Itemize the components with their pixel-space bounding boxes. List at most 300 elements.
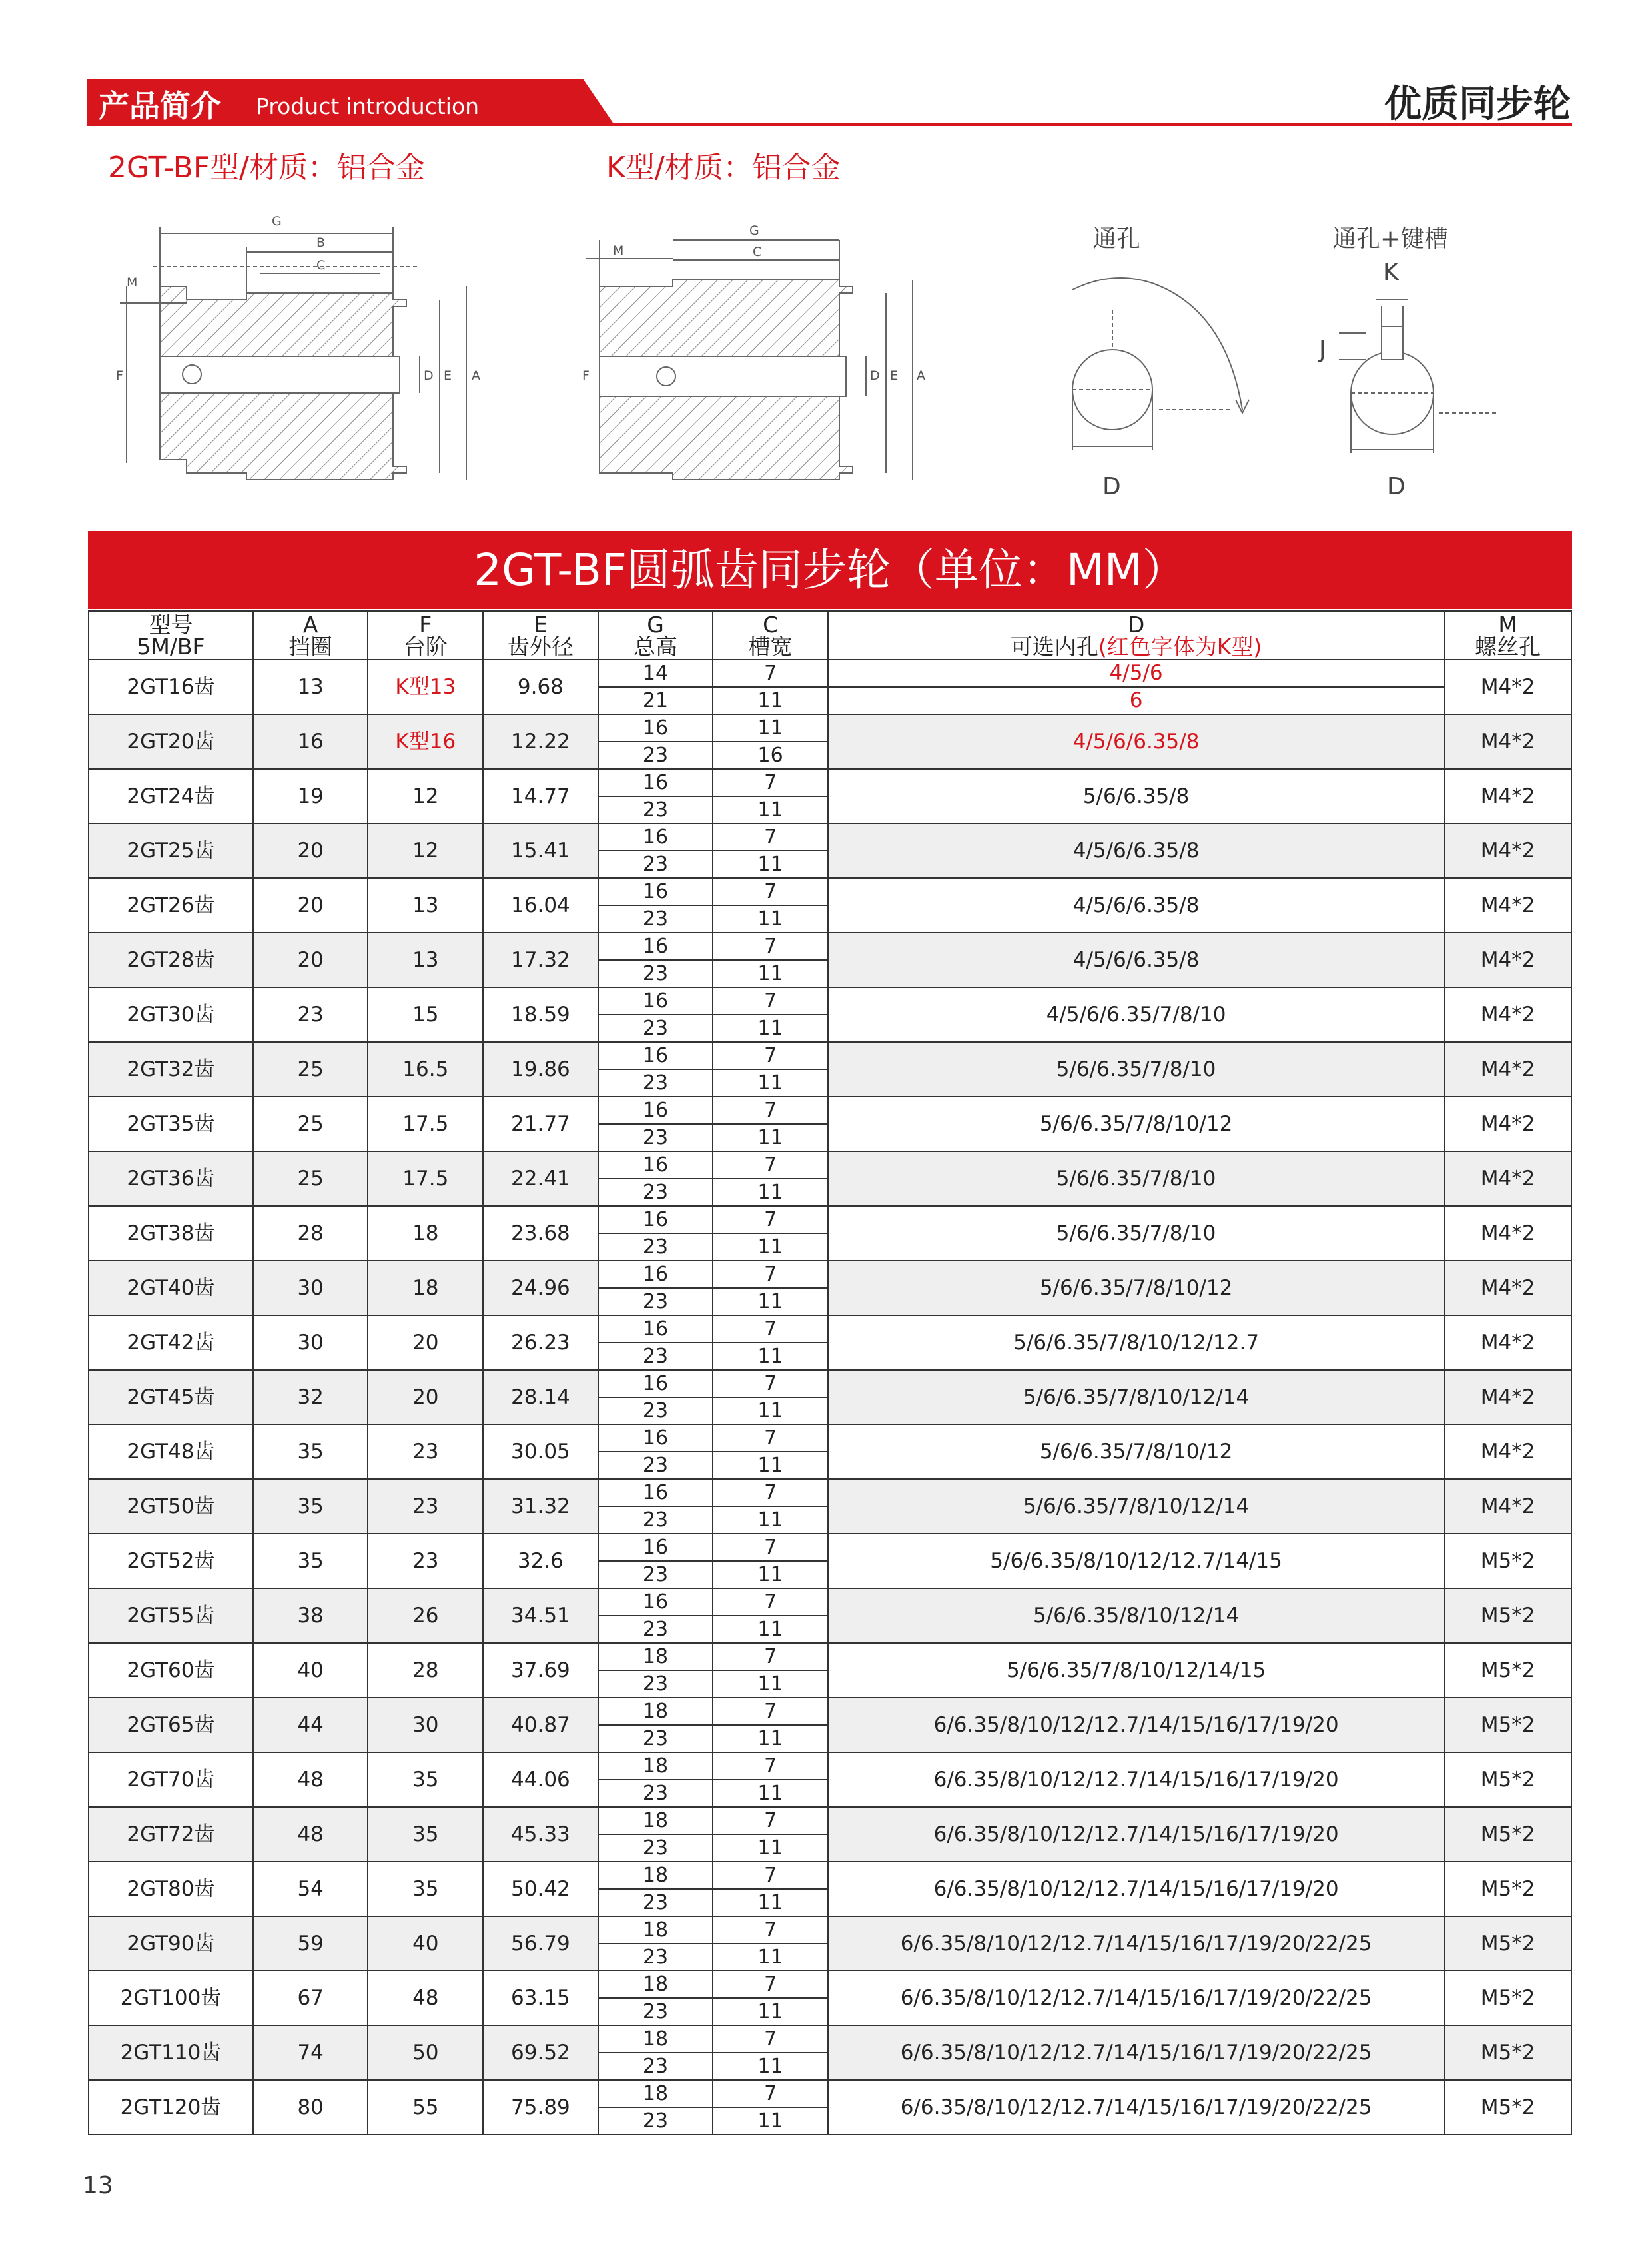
cell-d: 6 — [828, 687, 1444, 714]
spec-table-body — [89, 660, 1571, 2135]
bore-key-dim-d: D — [1387, 473, 1406, 500]
cell-model: 2GT80齿 — [89, 1862, 253, 1916]
cell-a: 23 — [253, 987, 368, 1042]
cell-d: 5/6/6.35/7/8/10/12 — [828, 1261, 1444, 1315]
cell-d: 6/6.35/8/10/12/12.7/14/15/16/17/19/20 — [828, 1698, 1444, 1752]
cell-g: 18 — [598, 2080, 713, 2107]
k-pulley-drawing — [573, 213, 959, 493]
cell-model: 2GT25齿 — [89, 824, 253, 878]
cell-f: 23 — [368, 1424, 483, 1479]
cell-g: 18 — [598, 1698, 713, 1725]
cell-c: 11 — [713, 1725, 828, 1752]
key-dim-j: J — [1319, 336, 1326, 364]
cell-d: 4/5/6 — [828, 660, 1444, 687]
cell-e: 56.79 — [483, 1916, 598, 1971]
cell-f: K型16 — [368, 714, 483, 769]
cell-m: M4*2 — [1444, 660, 1571, 714]
cell-model: 2GT26齿 — [89, 878, 253, 933]
cell-c: 7 — [713, 1916, 828, 1944]
cell-f: 16.5 — [368, 1042, 483, 1097]
cell-c: 7 — [713, 1424, 828, 1452]
cell-e: 30.05 — [483, 1424, 598, 1479]
cell-d: 4/5/6/6.35/8 — [828, 714, 1444, 769]
cell-e: 24.96 — [483, 1261, 598, 1315]
cell-g: 18 — [598, 1752, 713, 1780]
cell-g: 16 — [598, 1042, 713, 1069]
cell-c: 7 — [713, 1752, 828, 1780]
cell-a: 54 — [253, 1862, 368, 1916]
cell-c: 7 — [713, 1206, 828, 1233]
cell-d: 5/6/6.35/7/8/10/12/14 — [828, 1370, 1444, 1424]
cell-g: 23 — [598, 1780, 713, 1807]
cell-f: 18 — [368, 1206, 483, 1261]
cell-f: 40 — [368, 1916, 483, 1971]
cell-a: 35 — [253, 1424, 368, 1479]
key-dim-k: K — [1383, 259, 1399, 286]
cell-e: 31.32 — [483, 1479, 598, 1534]
header-c: C 槽宽 — [713, 611, 828, 660]
table-row — [89, 933, 1571, 960]
cell-a: 16 — [253, 714, 368, 769]
cell-e: 23.68 — [483, 1206, 598, 1261]
cell-e: 26.23 — [483, 1315, 598, 1370]
cell-model: 2GT28齿 — [89, 933, 253, 987]
cell-a: 74 — [253, 2025, 368, 2080]
cell-f: 26 — [368, 1588, 483, 1643]
cell-e: 45.33 — [483, 1807, 598, 1862]
cell-c: 11 — [713, 960, 828, 987]
cell-e: 34.51 — [483, 1588, 598, 1643]
table-row — [89, 1534, 1571, 1561]
cell-c: 11 — [713, 687, 828, 714]
cell-f: 20 — [368, 1315, 483, 1370]
cell-g: 23 — [598, 1015, 713, 1042]
cell-c: 11 — [713, 1834, 828, 1862]
cell-g: 23 — [598, 851, 713, 878]
cell-c: 11 — [713, 1944, 828, 1971]
cell-a: 44 — [253, 1698, 368, 1752]
cell-m: M4*2 — [1444, 1424, 1571, 1479]
cell-a: 25 — [253, 1151, 368, 1206]
bore-through-label: 通孔 — [1092, 225, 1141, 253]
cell-e: 32.6 — [483, 1534, 598, 1588]
table-row — [89, 1643, 1571, 1670]
cell-g: 16 — [598, 824, 713, 851]
cell-g: 23 — [598, 1124, 713, 1151]
cell-g: 16 — [598, 769, 713, 796]
cell-a: 20 — [253, 933, 368, 987]
cell-e: 44.06 — [483, 1752, 598, 1807]
header-rule — [87, 123, 1572, 126]
cell-d: 5/6/6.35/7/8/10/12/12.7 — [828, 1315, 1444, 1370]
cell-f: 23 — [368, 1534, 483, 1588]
page-number: 13 — [83, 2172, 113, 2199]
header-m: M 螺丝孔 — [1444, 611, 1571, 660]
cell-model: 2GT40齿 — [89, 1261, 253, 1315]
cell-d: 6/6.35/8/10/12/12.7/14/15/16/17/19/20/22/25 — [828, 1916, 1444, 1971]
cell-m: M4*2 — [1444, 987, 1571, 1042]
cell-e: 69.52 — [483, 2025, 598, 2080]
cell-g: 16 — [598, 878, 713, 905]
cell-g: 23 — [598, 1452, 713, 1479]
cell-m: M5*2 — [1444, 1643, 1571, 1698]
cell-c: 7 — [713, 1315, 828, 1343]
cell-m: M4*2 — [1444, 878, 1571, 933]
table-row — [89, 987, 1571, 1015]
cell-f: 23 — [368, 1479, 483, 1534]
cell-c: 11 — [713, 1343, 828, 1370]
cell-e: 50.42 — [483, 1862, 598, 1916]
cell-d: 5/6/6.35/7/8/10/12/14 — [828, 1479, 1444, 1534]
cell-c: 7 — [713, 1643, 828, 1670]
cell-d: 5/6/6.35/7/8/10/12 — [828, 1424, 1444, 1479]
cell-c: 11 — [713, 1288, 828, 1315]
cell-c: 11 — [713, 851, 828, 878]
cell-model: 2GT120齿 — [89, 2080, 253, 2135]
cell-g: 23 — [598, 1725, 713, 1752]
cell-e: 63.15 — [483, 1971, 598, 2025]
cell-c: 7 — [713, 1807, 828, 1834]
cell-f: 30 — [368, 1698, 483, 1752]
cell-c: 7 — [713, 769, 828, 796]
table-row — [89, 824, 1571, 851]
cell-c: 7 — [713, 1588, 828, 1616]
cell-m: M5*2 — [1444, 2080, 1571, 2135]
dim-label-a: A — [472, 368, 480, 383]
cell-a: 80 — [253, 2080, 368, 2135]
cell-d: 6/6.35/8/10/12/12.7/14/15/16/17/19/20 — [828, 1862, 1444, 1916]
cell-d: 5/6/6.35/7/8/10 — [828, 1042, 1444, 1097]
cell-g: 23 — [598, 1288, 713, 1315]
cell-g: 23 — [598, 2107, 713, 2135]
cell-c: 7 — [713, 1097, 828, 1124]
cell-model: 2GT36齿 — [89, 1151, 253, 1206]
table-row — [89, 1916, 1571, 1944]
cell-c: 11 — [713, 1616, 828, 1643]
cell-c: 7 — [713, 824, 828, 851]
cell-c: 11 — [713, 1015, 828, 1042]
cell-g: 16 — [598, 1151, 713, 1179]
cell-f: 35 — [368, 1752, 483, 1807]
cell-d: 4/5/6/6.35/7/8/10 — [828, 987, 1444, 1042]
cell-a: 25 — [253, 1097, 368, 1151]
cell-m: M5*2 — [1444, 1807, 1571, 1862]
bore-dim-d: D — [1102, 473, 1121, 500]
table-row — [89, 1151, 1571, 1179]
cell-g: 23 — [598, 960, 713, 987]
header-e: E 齿外径 — [483, 611, 598, 660]
page-heading: 优质同步轮 — [1384, 83, 1571, 126]
cell-c: 7 — [713, 1479, 828, 1506]
cell-g: 23 — [598, 1834, 713, 1862]
cell-e: 14.77 — [483, 769, 598, 824]
cell-f: 12 — [368, 769, 483, 824]
cell-a: 59 — [253, 1916, 368, 1971]
cell-f: 15 — [368, 987, 483, 1042]
header-f: F 台阶 — [368, 611, 483, 660]
cell-m: M5*2 — [1444, 1752, 1571, 1807]
cell-g: 23 — [598, 1397, 713, 1424]
cell-g: 23 — [598, 1670, 713, 1698]
cell-c: 7 — [713, 1370, 828, 1397]
cell-model: 2GT24齿 — [89, 769, 253, 824]
cell-m: M4*2 — [1444, 1097, 1571, 1151]
cell-c: 11 — [713, 1233, 828, 1261]
dim-label-m: M — [613, 243, 624, 258]
cell-g: 23 — [598, 796, 713, 824]
cell-m: M4*2 — [1444, 769, 1571, 824]
table-row — [89, 1698, 1571, 1725]
cell-f: 28 — [368, 1643, 483, 1698]
cell-m: M4*2 — [1444, 1261, 1571, 1315]
cell-m: M5*2 — [1444, 1971, 1571, 2025]
cell-g: 23 — [598, 1506, 713, 1534]
cell-model: 2GT32齿 — [89, 1042, 253, 1097]
cell-d: 6/6.35/8/10/12/12.7/14/15/16/17/19/20 — [828, 1752, 1444, 1807]
cell-m: M4*2 — [1444, 1206, 1571, 1261]
cell-model: 2GT90齿 — [89, 1916, 253, 1971]
cell-g: 16 — [598, 987, 713, 1015]
cell-g: 23 — [598, 742, 713, 769]
cell-f: 17.5 — [368, 1097, 483, 1151]
cell-c: 16 — [713, 742, 828, 769]
cell-d: 4/5/6/6.35/8 — [828, 933, 1444, 987]
cell-d: 4/5/6/6.35/8 — [828, 878, 1444, 933]
cell-a: 28 — [253, 1206, 368, 1261]
cell-c: 11 — [713, 1780, 828, 1807]
cell-e: 21.77 — [483, 1097, 598, 1151]
cell-g: 14 — [598, 660, 713, 687]
cell-c: 11 — [713, 1397, 828, 1424]
cell-g: 23 — [598, 2053, 713, 2080]
cell-model: 2GT110齿 — [89, 2025, 253, 2080]
cell-c: 7 — [713, 1534, 828, 1561]
cell-m: M4*2 — [1444, 824, 1571, 878]
cell-c: 11 — [713, 1452, 828, 1479]
bore-key-drawing — [1339, 286, 1512, 473]
cell-f: 13 — [368, 878, 483, 933]
cell-d: 4/5/6/6.35/8 — [828, 824, 1444, 878]
cell-e: 40.87 — [483, 1698, 598, 1752]
cell-model: 2GT45齿 — [89, 1370, 253, 1424]
cell-g: 16 — [598, 1315, 713, 1343]
cell-m: M4*2 — [1444, 1151, 1571, 1206]
dim-label-d: D — [424, 368, 434, 383]
table-row — [89, 1206, 1571, 1233]
table-row — [89, 1752, 1571, 1780]
cell-d: 6/6.35/8/10/12/12.7/14/15/16/17/19/20 — [828, 1807, 1444, 1862]
cell-g: 23 — [598, 1944, 713, 1971]
table-row — [89, 2025, 1571, 2053]
cell-m: M4*2 — [1444, 933, 1571, 987]
dim-label-f: F — [582, 368, 590, 383]
cell-g: 18 — [598, 1971, 713, 1998]
dim-label-c: C — [753, 245, 762, 259]
cell-f: K型13 — [368, 660, 483, 714]
cell-g: 23 — [598, 1998, 713, 2025]
cell-d: 5/6/6.35/8 — [828, 769, 1444, 824]
cell-g: 18 — [598, 1807, 713, 1834]
cell-model: 2GT20齿 — [89, 714, 253, 769]
cell-model: 2GT65齿 — [89, 1698, 253, 1752]
cell-m: M4*2 — [1444, 1315, 1571, 1370]
cell-g: 16 — [598, 1424, 713, 1452]
cell-g: 18 — [598, 1916, 713, 1944]
cell-g: 23 — [598, 1889, 713, 1916]
cell-a: 35 — [253, 1479, 368, 1534]
cell-d: 6/6.35/8/10/12/12.7/14/15/16/17/19/20/22/25 — [828, 1971, 1444, 2025]
cell-g: 16 — [598, 1479, 713, 1506]
table-row — [89, 1042, 1571, 1069]
cell-c: 7 — [713, 2025, 828, 2053]
cell-e: 19.86 — [483, 1042, 598, 1097]
cell-e: 75.89 — [483, 2080, 598, 2135]
cell-c: 7 — [713, 1862, 828, 1889]
table-row — [89, 714, 1571, 742]
cell-c: 7 — [713, 1261, 828, 1288]
cell-c: 7 — [713, 1698, 828, 1725]
cell-a: 19 — [253, 769, 368, 824]
table-row — [89, 1971, 1571, 1998]
cell-f: 48 — [368, 1971, 483, 2025]
cell-model: 2GT100齿 — [89, 1971, 253, 2025]
cell-c: 11 — [713, 1179, 828, 1206]
cell-a: 30 — [253, 1261, 368, 1315]
cell-g: 18 — [598, 1643, 713, 1670]
cell-c: 7 — [713, 933, 828, 960]
cell-g: 16 — [598, 1206, 713, 1233]
cell-g: 23 — [598, 1561, 713, 1588]
cell-model: 2GT70齿 — [89, 1752, 253, 1807]
cell-a: 20 — [253, 878, 368, 933]
table-row — [89, 1370, 1571, 1397]
cell-d: 5/6/6.35/7/8/10/12/14/15 — [828, 1643, 1444, 1698]
cell-a: 48 — [253, 1807, 368, 1862]
cell-model: 2GT42齿 — [89, 1315, 253, 1370]
table-row — [89, 2080, 1571, 2107]
cell-model: 2GT16齿 — [89, 660, 253, 714]
cell-a: 35 — [253, 1534, 368, 1588]
cell-c: 7 — [713, 1971, 828, 1998]
cell-m: M5*2 — [1444, 2025, 1571, 2080]
dim-label-f: F — [116, 368, 123, 383]
cell-g: 16 — [598, 933, 713, 960]
cell-m: M5*2 — [1444, 1588, 1571, 1643]
cell-c: 11 — [713, 1998, 828, 2025]
cell-e: 22.41 — [483, 1151, 598, 1206]
cell-c: 11 — [713, 1670, 828, 1698]
cell-g: 16 — [598, 714, 713, 742]
cell-a: 40 — [253, 1643, 368, 1698]
cell-m: M4*2 — [1444, 1479, 1571, 1534]
dim-label-c: C — [316, 258, 326, 273]
dim-label-b: B — [316, 235, 326, 250]
cell-f: 17.5 — [368, 1151, 483, 1206]
table-title: 2GT-BF圆弧齿同步轮（单位：MM） — [88, 531, 1572, 609]
cell-m: M4*2 — [1444, 1042, 1571, 1097]
table-row — [89, 1862, 1571, 1889]
bore-key-label: 通孔+键槽 — [1332, 225, 1449, 253]
cell-f: 55 — [368, 2080, 483, 2135]
cell-e: 16.04 — [483, 878, 598, 933]
cell-c: 11 — [713, 2053, 828, 2080]
table-row — [89, 769, 1571, 796]
cell-e: 12.22 — [483, 714, 598, 769]
cell-c: 11 — [713, 1889, 828, 1916]
cell-d: 5/6/6.35/8/10/12/12.7/14/15 — [828, 1534, 1444, 1588]
cell-model: 2GT50齿 — [89, 1479, 253, 1534]
dim-label-e: E — [890, 368, 899, 383]
cell-m: M5*2 — [1444, 1916, 1571, 1971]
table-row — [89, 1097, 1571, 1124]
cell-a: 25 — [253, 1042, 368, 1097]
cell-model: 2GT38齿 — [89, 1206, 253, 1261]
cell-e: 17.32 — [483, 933, 598, 987]
cell-a: 32 — [253, 1370, 368, 1424]
cell-f: 35 — [368, 1807, 483, 1862]
cell-c: 11 — [713, 1506, 828, 1534]
cell-c: 7 — [713, 987, 828, 1015]
cell-g: 23 — [598, 1343, 713, 1370]
cell-c: 11 — [713, 1561, 828, 1588]
cell-g: 16 — [598, 1261, 713, 1288]
cell-g: 16 — [598, 1097, 713, 1124]
cell-g: 16 — [598, 1588, 713, 1616]
cell-model: 2GT60齿 — [89, 1643, 253, 1698]
cell-d: 5/6/6.35/7/8/10 — [828, 1206, 1444, 1261]
cell-c: 11 — [713, 714, 828, 742]
cell-e: 28.14 — [483, 1370, 598, 1424]
cell-m: M4*2 — [1444, 714, 1571, 769]
cell-c: 11 — [713, 1124, 828, 1151]
cell-g: 23 — [598, 1233, 713, 1261]
cell-d: 6/6.35/8/10/12/12.7/14/15/16/17/19/20/22/25 — [828, 2080, 1444, 2135]
cell-c: 7 — [713, 660, 828, 687]
cell-d: 6/6.35/8/10/12/12.7/14/15/16/17/19/20/22/25 — [828, 2025, 1444, 2080]
table-row — [89, 1588, 1571, 1616]
cell-model: 2GT72齿 — [89, 1807, 253, 1862]
spec-table — [88, 610, 1572, 2135]
cell-e: 37.69 — [483, 1643, 598, 1698]
cell-a: 30 — [253, 1315, 368, 1370]
cell-g: 23 — [598, 1179, 713, 1206]
dim-label-e: E — [444, 368, 452, 383]
cell-d: 5/6/6.35/7/8/10/12 — [828, 1097, 1444, 1151]
header-a: A 挡圈 — [253, 611, 368, 660]
cell-f: 13 — [368, 933, 483, 987]
cell-a: 67 — [253, 1971, 368, 2025]
cell-m: M5*2 — [1444, 1698, 1571, 1752]
cell-g: 23 — [598, 1616, 713, 1643]
subtitle-bf: 2GT-BF型/材质：铝合金 — [108, 151, 425, 185]
cell-f: 18 — [368, 1261, 483, 1315]
cell-m: M5*2 — [1444, 1862, 1571, 1916]
bf-pulley-drawing — [107, 200, 493, 506]
section-title-en: Product introduction — [256, 93, 480, 119]
cell-c: 7 — [713, 878, 828, 905]
dim-label-g: G — [272, 214, 282, 229]
header-g: G 总高 — [598, 611, 713, 660]
dim-label-m: M — [127, 275, 138, 290]
cell-c: 11 — [713, 905, 828, 933]
table-row — [89, 878, 1571, 905]
cell-f: 12 — [368, 824, 483, 878]
cell-a: 20 — [253, 824, 368, 878]
table-row — [89, 1807, 1571, 1834]
cell-c: 7 — [713, 1151, 828, 1179]
cell-e: 15.41 — [483, 824, 598, 878]
table-header-row — [89, 611, 1571, 660]
